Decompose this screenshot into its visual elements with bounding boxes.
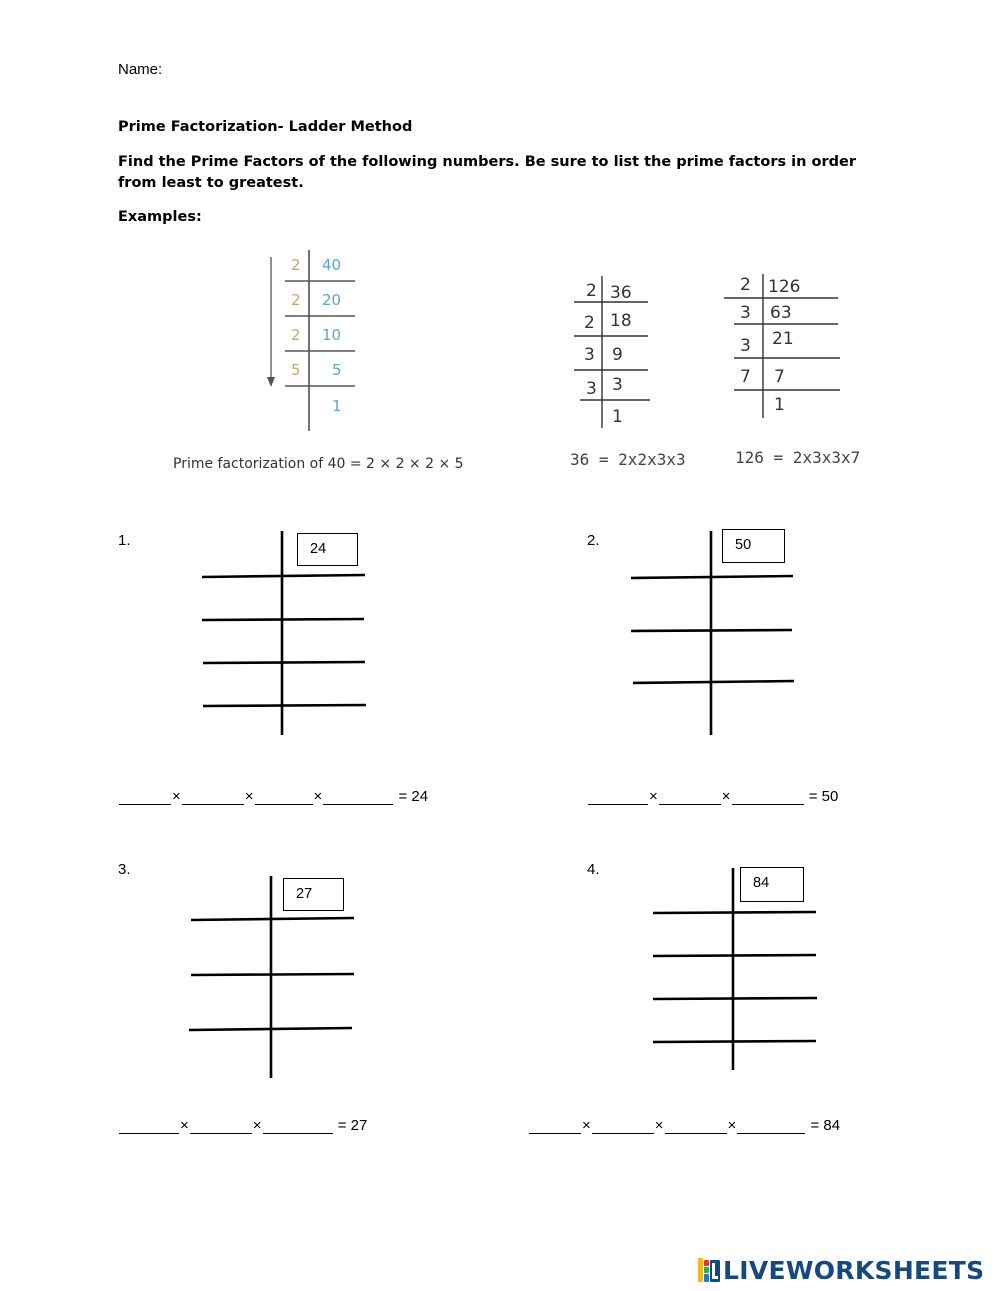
times-sign: ×	[649, 788, 658, 805]
ex126-quotient: 126	[768, 277, 801, 297]
answer-blank[interactable]	[737, 1117, 805, 1134]
ex36-quotient: 9	[612, 345, 623, 365]
ex36-caption: 36 = 2x2x3x3	[570, 450, 686, 469]
ex36-divisor: 2	[586, 281, 597, 301]
ex126-quotient: 21	[772, 329, 794, 349]
problem-2-answer	[587, 788, 838, 805]
answer-blank[interactable]	[182, 788, 244, 805]
ex40-quotient: 1	[332, 397, 342, 415]
example-ladder-36	[570, 270, 660, 435]
times-sign: ×	[313, 788, 323, 805]
ex40-quotient: 5	[332, 361, 342, 379]
ex126-quotient: 63	[770, 303, 792, 323]
answer-target: = 24	[398, 788, 429, 805]
problem-3-label: 3.	[118, 861, 131, 878]
ex40-quotient: 20	[322, 291, 342, 309]
ex36-divisor: 2	[584, 313, 595, 333]
examples-label: Examples:	[118, 209, 202, 225]
problem-4-answer	[528, 1117, 840, 1134]
example-ladder-40	[260, 245, 370, 435]
answer-target: = 50	[808, 788, 839, 805]
ex36-quotient: 18	[610, 311, 632, 331]
problem-2-label: 2.	[587, 532, 600, 549]
times-sign: ×	[582, 1117, 591, 1134]
ex40-caption: Prime factorization of 40 = 2 × 2 × 2 × 5	[173, 456, 464, 472]
answer-blank[interactable]	[263, 1117, 333, 1134]
answer-target: = 27	[337, 1117, 368, 1134]
answer-target: = 84	[810, 1117, 841, 1134]
ex36-divisor: 3	[586, 379, 597, 399]
answer-blank[interactable]	[119, 788, 171, 805]
answer-blank[interactable]	[255, 788, 313, 805]
ex40-divisor: 5	[291, 361, 301, 379]
ex36-quotient: 1	[612, 407, 623, 427]
problem-1-number-box: 24	[297, 533, 358, 566]
ex40-quotient: 40	[322, 256, 342, 274]
liveworksheets-logo-icon	[697, 1257, 723, 1283]
ex36-divisor: 3	[584, 345, 595, 365]
problem-3-answer	[118, 1117, 367, 1134]
ex36-quotient: 3	[612, 375, 623, 395]
problem-2-number-box: 50	[722, 529, 785, 563]
answer-blank[interactable]	[592, 1117, 654, 1134]
ex40-divisor: 2	[291, 256, 301, 274]
times-sign: ×	[252, 1117, 262, 1134]
times-sign: ×	[172, 788, 181, 805]
worksheet-title: Prime Factorization- Ladder Method	[118, 119, 413, 135]
ex126-divisor: 3	[740, 303, 751, 323]
liveworksheets-logo	[697, 1256, 984, 1284]
times-sign: ×	[654, 1117, 664, 1134]
problem-1-label: 1.	[118, 532, 131, 549]
ex126-quotient: 1	[774, 395, 785, 415]
example-ladder-126	[720, 268, 845, 423]
answer-blank[interactable]	[190, 1117, 252, 1134]
answer-blank[interactable]	[659, 788, 721, 805]
ex40-quotient: 10	[322, 326, 342, 344]
ex126-divisor: 3	[740, 336, 751, 356]
ex40-divisor: 2	[291, 326, 301, 344]
ex36-quotient: 36	[610, 283, 632, 303]
problem-3-number-box: 27	[283, 878, 344, 911]
times-sign: ×	[727, 1117, 737, 1134]
ex126-caption: 126 = 2x3x3x7	[735, 448, 861, 467]
ex40-divisor: 2	[291, 291, 301, 309]
answer-blank[interactable]	[529, 1117, 581, 1134]
liveworksheets-logo-text: LIVEWORKSHEETS	[723, 1255, 985, 1285]
times-sign: ×	[180, 1117, 189, 1134]
answer-blank[interactable]	[665, 1117, 727, 1134]
answer-blank[interactable]	[588, 788, 648, 805]
name-label: Name:	[118, 61, 163, 78]
ex126-divisor: 7	[740, 367, 751, 387]
problem-1-answer	[118, 788, 428, 805]
ex126-divisor: 2	[740, 275, 751, 295]
answer-blank[interactable]	[732, 788, 804, 805]
instructions: Find the Prime Factors of the following numbers. Be sure to list the prime factors in order from least to greatest.	[118, 154, 856, 191]
answer-blank[interactable]	[119, 1117, 179, 1134]
times-sign: ×	[244, 788, 254, 805]
times-sign: ×	[721, 788, 731, 805]
problem-4-number-box: 84	[740, 867, 804, 902]
ex126-quotient: 7	[774, 367, 785, 387]
answer-blank[interactable]	[323, 788, 393, 805]
problem-4-label: 4.	[587, 861, 600, 878]
